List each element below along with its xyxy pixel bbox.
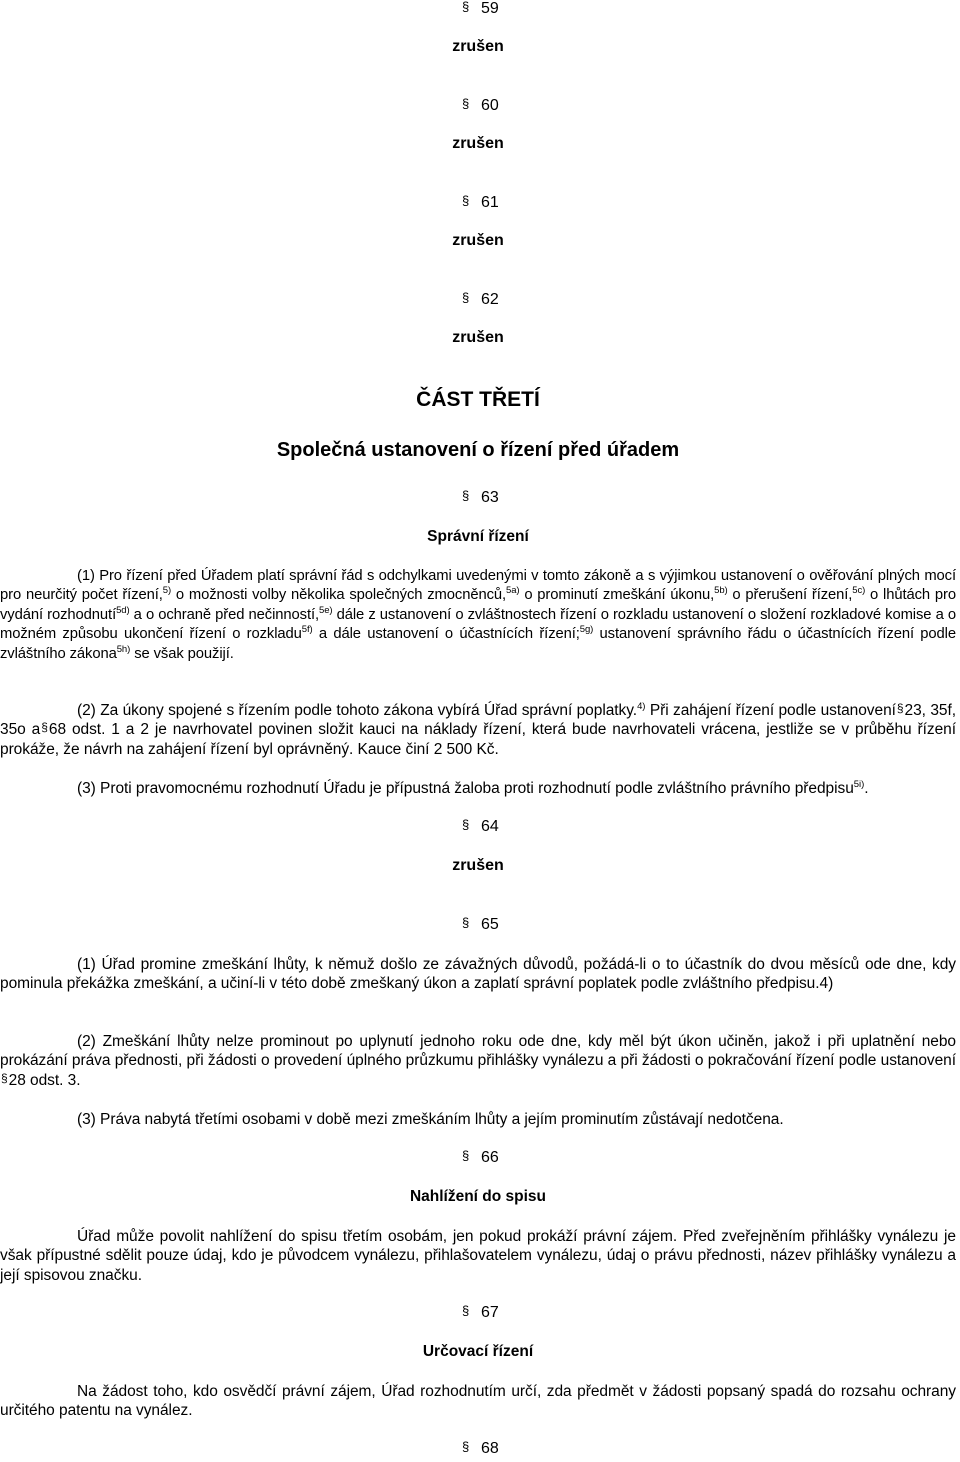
section-64-number: §64 [462, 818, 499, 836]
section-63-paragraph-2: (2) Za úkony spojené s řízením podle tohoto zákona vybírá Úřad správní poplatky.$^{4)}$ Při zahájení řízení podle ustanovení§ 23, 35f, 35o a§ 68 odst. 1 a 2 je navrhovatel povinen složit kauci na náklady řízení, která bude navrhovateli vrácena, jestliže se v průběhu řízení prokáže, že návrh na zahájení řízení byl oprávněný. Kauce činí 2 500 Kč. [0, 701, 956, 759]
section-sign-icon [462, 1304, 473, 1322]
section-63-paragraph-3: (3) Proti pravomocnému rozhodnutí Úřadu je přípustná žaloba proti rozhodnutí podle zvláštního právního předpisu$^{5i)}$. [77, 779, 869, 797]
section-63-paragraph-1: (1) Pro řízení před Úřadem platí správní řád s odchylkami uvedenými v tomto zákoně a s výjimkou ustanovení o ověřování plných mocí pro neurčitý počet řízení,$^{5)}$ o možnosti volby několika společných zmocněnců,$^{5a)}$ o prominutí zmeškání úkonu,$^{5b)}$ o přerušení řízení,$^{5c)}$ o lhůtách pro vydání rozhodnutí$^{5d)}$ a o ochraně před nečinností,$^{5e)}$ dále z ustanovení o zvláštnostech řízení o rozkladu ustanovení o složení rozkladové komise a o možném způsobu ukončení řízení o rozkladu$^{5f)}$ a dále ustanovení o účastnících řízení;$^{5g)}$ ustanovení správního řádu o účastnících řízení podle zvláštního zákona$^{5h)}$ se však použijí. [0, 568, 956, 662]
section-65-paragraph-3: (3) Práva nabytá třetími osobami v době mezi zmeškáním lhůty a jejím prominutím zůstávají nedotčena. [77, 1111, 784, 1128]
section-60-status: zrušen [452, 135, 504, 152]
section-66-heading: Nahlížení do spisu [409, 1188, 547, 1205]
section-sign-icon [462, 489, 473, 507]
part-subtitle: Společná ustanovení o řízení před úřadem [276, 439, 680, 461]
section-66-number: §66 [462, 1149, 499, 1167]
section-sign-icon [1, 1078, 8, 1079]
section-61-status: zrušen [452, 232, 504, 249]
section-sign-icon [897, 708, 904, 709]
section-65-paragraph-1: (1) Úřad promine zmeškání lhůty, k němuž došlo ze závažných důvodů, požádá-li o to účastník do dvou měsíců ode dne, kdy pominula překážka zmeškání, a učiní-li v této době zmeškaný úkon a zaplatí správní poplatek podle zvláštního předpisu.4) [0, 956, 956, 993]
section-67-number: §67 [462, 1304, 499, 1322]
section-sign-icon [41, 727, 48, 728]
section-sign-icon [462, 194, 473, 212]
section-sign-icon [462, 916, 473, 934]
part-title: ČÁST TŘETÍ [416, 388, 540, 411]
section-59-status: zrušen [452, 38, 504, 55]
section-sign-icon [462, 0, 473, 18]
section-sign-icon [462, 291, 473, 309]
section-67-heading: Určovací řízení [422, 1343, 534, 1360]
section-60-number: §60 [462, 97, 499, 115]
section-sign-icon [462, 97, 473, 115]
section-sign-icon [462, 818, 473, 836]
section-67-paragraph: Na žádost toho, kdo osvědčí právní zájem, Úřad rozhodnutím určí, zda předmět v žádosti popsaný spadá do rozsahu ochrany určitého patentu na vynález. [0, 1383, 956, 1420]
section-sign-icon [462, 1149, 473, 1167]
section-63-heading: Správní řízení [427, 528, 529, 545]
section-62-status: zrušen [452, 329, 504, 346]
section-64-status: zrušen [452, 857, 504, 874]
section-66-paragraph: Úřad může povolit nahlížení do spisu třetím osobám, jen pokud prokáží právní zájem. Před zveřejněním přihlášky vynálezu je však přípustné sdělit pouze údaj, kdo je původcem vynálezu, přihlašovatelem vynálezu, údaj o právu přednosti, název přihlášky vynálezu a její spisovou značku. [0, 1228, 956, 1284]
section-62-number: §62 [462, 291, 499, 309]
section-65-paragraph-2: (2) Zmeškání lhůty nelze prominout po uplynutí jednoho roku ode dne, kdy měl být úkon učiněn, jakož i při uplatnění nebo prokázání práva přednosti, při žádosti o provedení úplného průzkumu přihlášky vynálezu a při žádosti o pokračování řízení podle ustanovení§28 odst. 3. [0, 1032, 956, 1090]
section-61-number: §61 [462, 194, 499, 212]
section-68-number: §68 [462, 1440, 499, 1458]
section-59-number: §59 [462, 0, 499, 18]
section-65-number: §65 [462, 916, 499, 934]
section-63-number: §63 [462, 489, 499, 507]
section-sign-icon [462, 1440, 473, 1458]
